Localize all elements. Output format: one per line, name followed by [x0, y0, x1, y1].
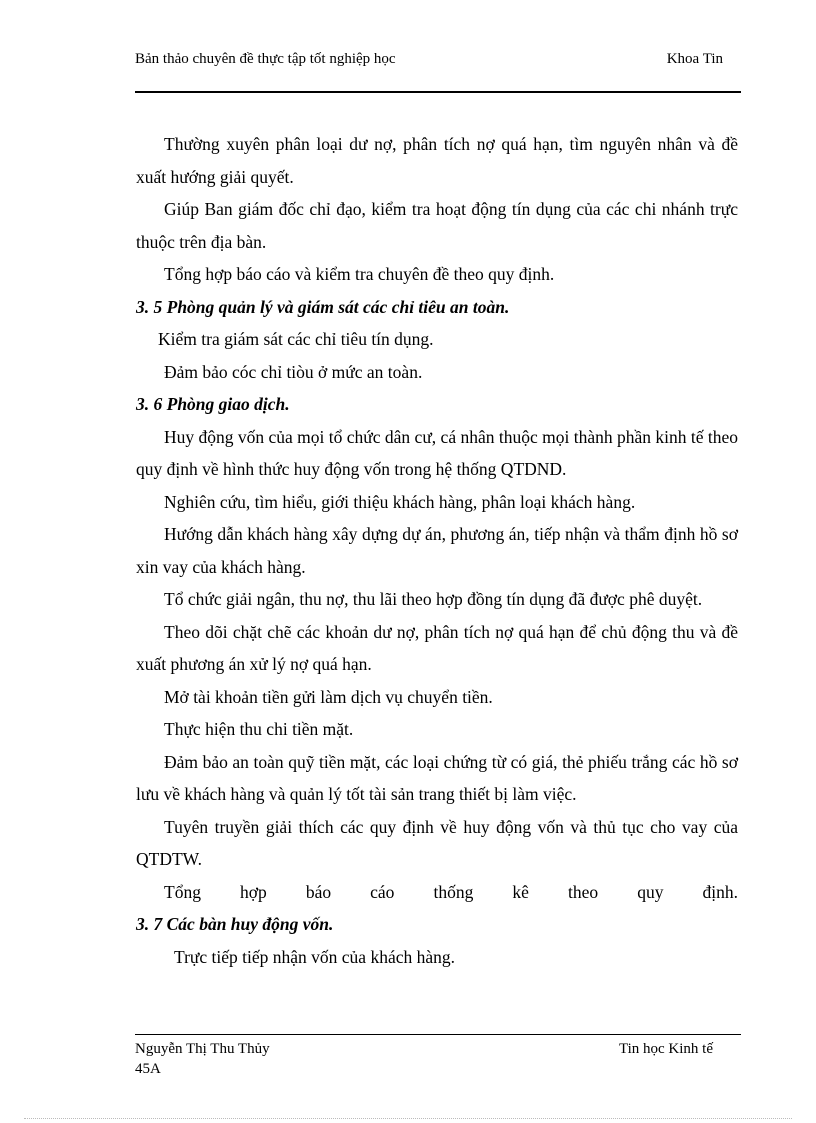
section-heading-3-5: 3. 5 Phòng quản lý và giám sát các chỉ tiêu an toàn. — [136, 296, 510, 317]
paragraph: Tuyên truyền giải thích các quy định về huy động vốn và thủ tục cho vay của QTDTW. — [136, 816, 738, 869]
header-faculty: Khoa Tin — [666, 51, 723, 67]
paragraph: Thực hiện thu chi tiền mặt. — [164, 719, 354, 739]
paragraph: Tổng hợp báo cáo thống kê theo quy định. — [164, 881, 738, 902]
paragraph: Tổng hợp báo cáo và kiểm tra chuyên đề theo quy định. — [164, 264, 555, 284]
paragraph: Đảm bảo cóc chỉ tiòu ở mức an toàn. — [164, 361, 423, 382]
document-body — [136, 128, 738, 973]
header-document-title: Bản thảo chuyên đề thực tập tốt nghiệp học — [135, 51, 396, 67]
footer-rule — [135, 1034, 741, 1035]
page-header — [135, 48, 741, 70]
paragraph: Nghiên cứu, tìm hiểu, giới thiệu khách hàng, phân loại khách hàng. — [164, 491, 636, 512]
paragraph: Giúp Ban giám đốc chỉ đạo, kiểm tra hoạt động tín dụng của các chi nhánh trực thuộc trên địa bàn. — [136, 199, 738, 252]
paragraph: Kiểm tra giám sát các chỉ tiêu tín dụng. — [158, 329, 434, 349]
section-heading-3-6: 3. 6 Phòng giao dịch. — [136, 394, 290, 414]
page-footer — [135, 1039, 741, 1079]
paragraph: Tổ chức giải ngân, thu nợ, thu lãi theo hợp đồng tín dụng đã được phê duyệt. — [164, 589, 703, 609]
section-heading-3-7: 3. 7 Các bàn huy động vốn. — [136, 914, 334, 934]
header-rule — [135, 91, 741, 93]
paragraph: Mở tài khoản tiền gửi làm dịch vụ chuyển tiền. — [164, 686, 493, 707]
footer-class: Tin học Kinh tế — [618, 1041, 713, 1057]
paragraph: Đảm bảo an toàn quỹ tiền mặt, các loại chứng từ có giá, thẻ phiếu trắng các hồ sơ lưu về khách hàng và quản lý tốt tài sản trang thiết bị làm việc. — [136, 751, 738, 804]
page-bottom-dotted-line — [24, 1118, 792, 1119]
paragraph: Thường xuyên phân loại dư nợ, phân tích nợ quá hạn, tìm nguyên nhân và đề xuất hướng giải quyết. — [136, 134, 738, 187]
footer-author: Nguyễn Thị Thu Thủy 45A — [135, 1041, 270, 1077]
paragraph: Hướng dẫn khách hàng xây dựng dự án, phương án, tiếp nhận và thẩm định hồ sơ xin vay của khách hàng. — [136, 524, 738, 577]
paragraph: Theo dõi chặt chẽ các khoản dư nợ, phân tích nợ quá hạn để chủ động thu và đề xuất phương án xử lý nợ quá hạn. — [136, 621, 738, 674]
paragraph: Trực tiếp tiếp nhận vốn của khách hàng. — [174, 946, 455, 967]
paragraph: Huy động vốn của mọi tổ chức dân cư, cá nhân thuộc mọi thành phần kinh tế theo quy định về hình thức huy động vốn trong hệ thống QTDND. — [136, 426, 738, 479]
